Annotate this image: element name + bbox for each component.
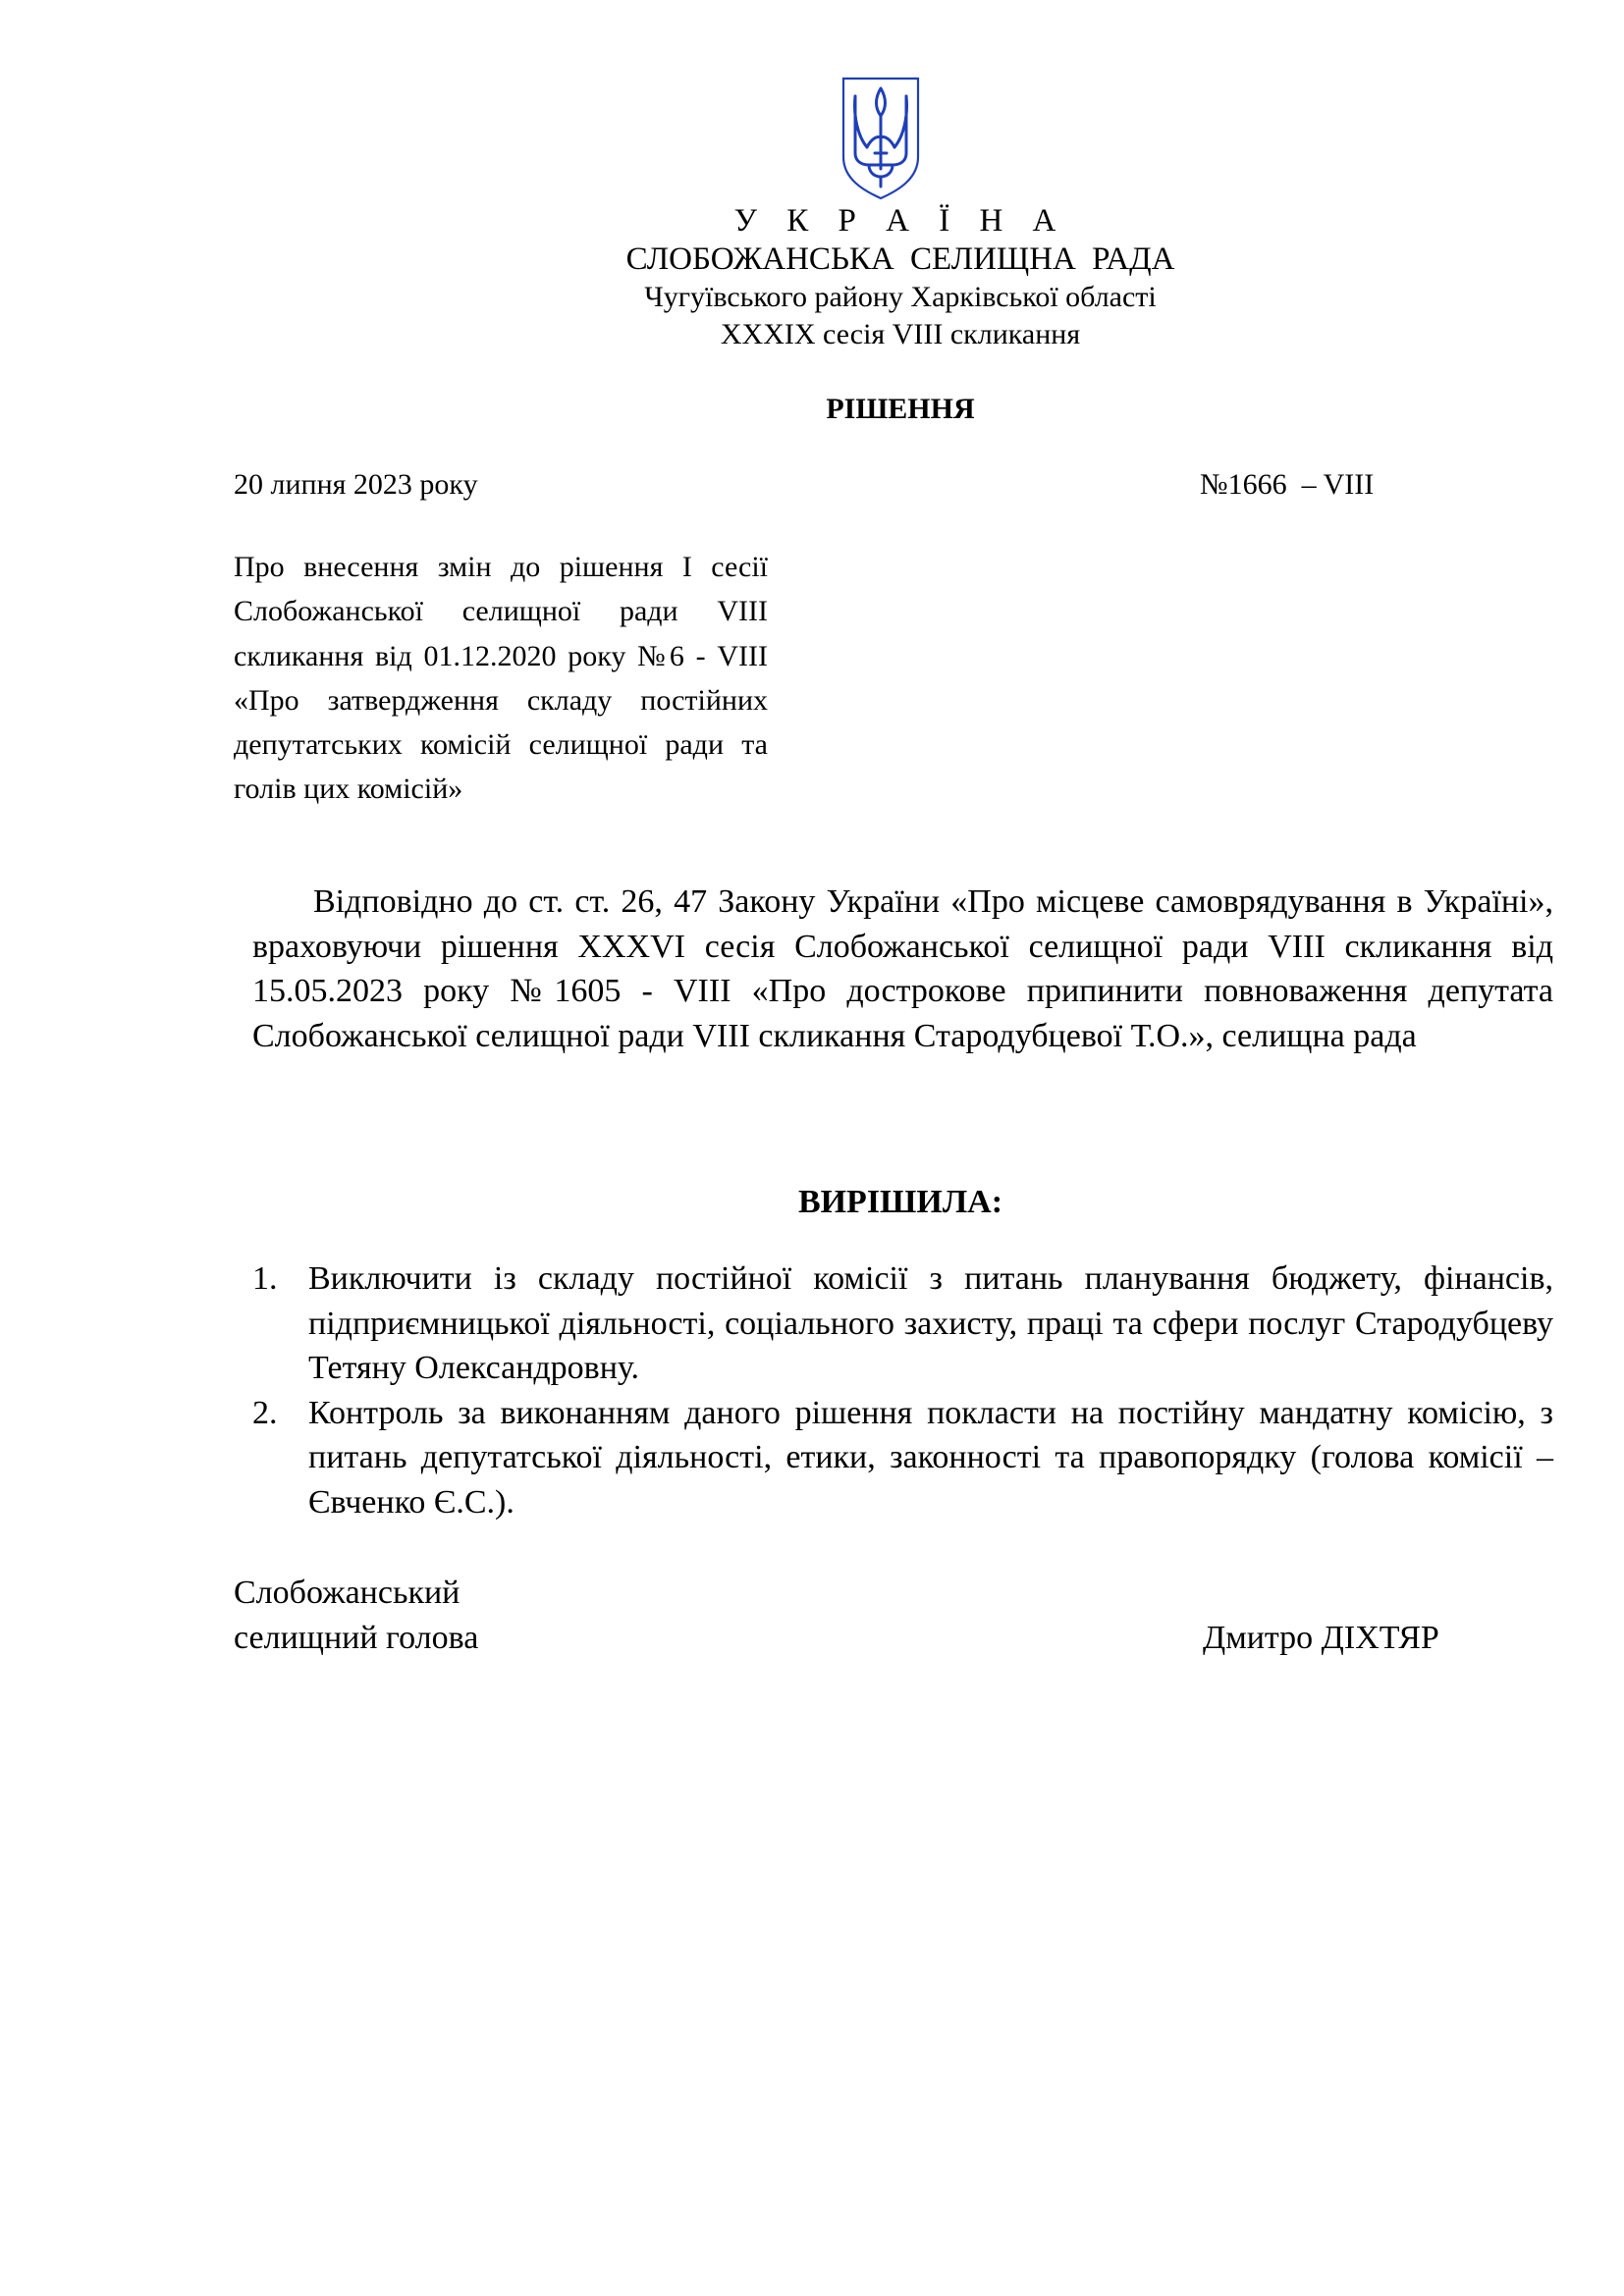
decision-date: 20 липня 2023 року: [234, 468, 478, 501]
resolution-item: [252, 1256, 1553, 1391]
session-info: XXXIX сесія VIII скликання: [720, 318, 1081, 350]
item-number: 2.: [252, 1394, 278, 1431]
country-title: У К Р А Ї Н А: [733, 203, 1067, 239]
trident-icon: [838, 75, 924, 200]
decision-subject: Про внесення змін до рішення І сесії Слобожанської селищної ради VIII скликання від 01.12.2020 року №6 - VIII «Про затвердження складу постійних депутатських комісій селищної ради та голів цих комісій»: [234, 551, 768, 806]
signer-title-line: Слобожанський: [234, 1575, 460, 1611]
resolved-heading: ВИРІШИЛА:: [797, 1184, 1003, 1220]
district-name: Чугуївського району Харківської області: [644, 281, 1157, 313]
document-type-heading: РІШЕННЯ: [826, 393, 975, 425]
resolution-items-list: [252, 1256, 1553, 1524]
item-text: Контроль за виконанням даного рішення покласти на постійну мандатну комісію, з питань депутатської діяльності, етики, законності та правопорядку (голова комісії – Євченко Є.С.).: [308, 1394, 1553, 1521]
council-name: СЛОБОЖАНСЬКА СЕЛИЩНА РАДА: [625, 241, 1175, 277]
signer-title: [234, 1571, 478, 1661]
signer-title-line: селищний голова: [234, 1620, 479, 1656]
resolution-item: [252, 1391, 1553, 1525]
coat-of-arms-emblem: [838, 75, 924, 200]
item-text: Виключити із складу постійної комісії з питань планування бюджету, фінансів, підприємницької діяльності, соціального захисту, праці та сфери послуг Стародубцеву Тетяну Олександровну.: [308, 1260, 1553, 1386]
decision-number: №1666 – VIII: [1200, 468, 1375, 501]
signer-name: Дмитро ДІХТЯР: [1203, 1620, 1439, 1656]
preamble-paragraph: Відповідно до ст. ст. 26, 47 Закону України «Про місцеве самоврядування в Україні», враховуючи рішення XXXVI сесія Слобожанської селищної ради VIII скликання від 15.05.2023 року №1605 - VIII «Про дострокове припинити повноваження депутата Слобожанської селищної ради VIII скликання Стародубцевої Т.О.», селищна рада: [252, 883, 1553, 1055]
item-number: 1.: [252, 1260, 278, 1297]
